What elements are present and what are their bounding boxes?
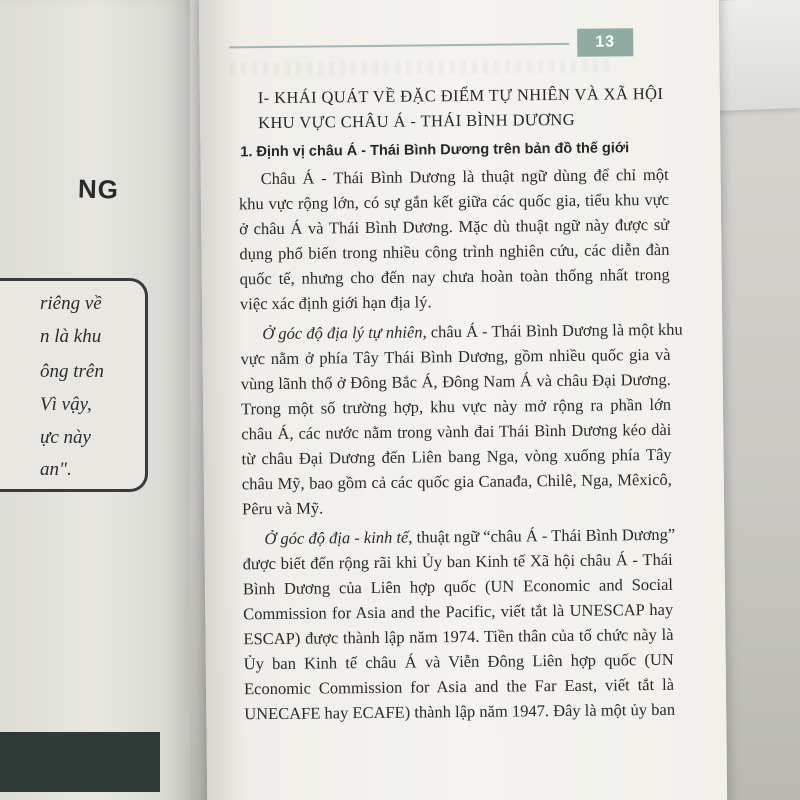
paragraph-text: , châu Á - Thái Bình Dương là một khu [422,319,683,342]
page-number: 13 [577,28,633,57]
paragraph-line: được biết đến rộng rãi khi Ủy ban Kinh tế Xã hội châu Á - Thái [242,549,673,574]
left-page-quote-box [0,278,148,492]
paragraph-line: châu Á, các nước nằm trong vành đai Thái Bình Dương kéo dài [241,419,672,444]
italic-lead: Ở góc độ địa - kinh tế [264,527,409,549]
quote-line: n là khu [40,326,102,347]
quote-line: riêng về [40,293,102,314]
section-heading-line-1: I- KHÁI QUÁT VỀ ĐẶC ĐIỂM TỰ NHIÊN VÀ XÃ HỘI [257,83,664,108]
header-rule [229,43,569,49]
book-page [199,0,728,800]
paragraph-line: ESCAP) được thành lập năm 1974. Tiền thân của tổ chức này là [243,624,674,649]
quote-line: ực này [40,427,91,448]
paragraph-line: vùng lãnh thổ ở Đông Bắc Á, Đông Nam Á và châu Đại Dương. [240,369,671,394]
quote-line: an". [40,459,72,480]
paragraph-line: Châu Á - Thái Bình Dương là thuật ngữ dùng để chỉ một [260,164,669,189]
paragraph-line: ở châu Á và Thái Bình Dương. Mặc dù thuật ngữ này được sử [239,214,670,239]
paragraph-line: Ủy ban Kinh tế châu Á và Viễn Đông Liên hợp quốc (UN [243,649,674,674]
left-page [0,0,190,800]
bleed-through-text [229,58,609,76]
paragraph-line: châu Mỹ, bao gồm cả các quốc gia Canađa, Chilê, Nga, Mêxicô, [241,469,672,494]
section-heading-line-2: KHU VỰC CHÂU Á - THÁI BÌNH DƯƠNG [257,109,576,133]
paragraph-line: Pêru và Mỹ. [242,498,324,519]
left-page-dark-strip [0,732,160,792]
paragraph-line: Economic Commission for Asia and the Far East, viết tắt là [243,674,675,699]
italic-lead: Ở góc độ địa lý tự nhiên [262,322,423,344]
paragraph-line: Trong một số trường hợp, khu vực này mở rộng ra phần lớn [240,394,672,419]
paragraph-line [264,524,676,549]
paragraph-line: dụng phổ biến trong nhiều công trình nghiên cứu, các diễn đàn [239,239,670,264]
paragraph-line: khu vực rộng lớn, có sự gắn kết giữa các quốc gia, tiểu khu vực [238,189,670,214]
paragraph-line: từ châu Đại Dương đến Liên bang Nga, vòng xuống phía Tây [241,444,672,469]
paragraph-text: , thuật ngữ “châu Á - Thái Bình Dương” [408,524,676,547]
left-page-heading-fragment: NG [77,173,120,205]
paragraph-line: Bình Dương của Liên hợp quốc (UN Economic and Social [242,574,674,599]
quote-line: Vì vậy, [40,394,92,415]
paragraph-line [262,319,683,344]
paragraph-line: UNECAFE hay ECAFE) thành lập năm 1947. Đây là một ủy ban [244,699,676,724]
paragraph-line: quốc tế, nhưng cho đến nay chưa hoàn toàn thống nhất trong [239,264,670,289]
paragraph-line: vực nằm ở phía Tây Thái Bình Dương, gồm nhiều quốc gia và [240,344,671,369]
paragraph-line: việc xác định giới hạn địa lý. [239,292,432,314]
quote-line: ông trên [40,361,104,382]
paragraph-line: Commission for Asia and the Pacific, viết tắt là UNESCAP hay [243,599,674,624]
subheading: 1. Định vị châu Á - Thái Bình Dương trên bản đồ thế giới [240,140,630,161]
